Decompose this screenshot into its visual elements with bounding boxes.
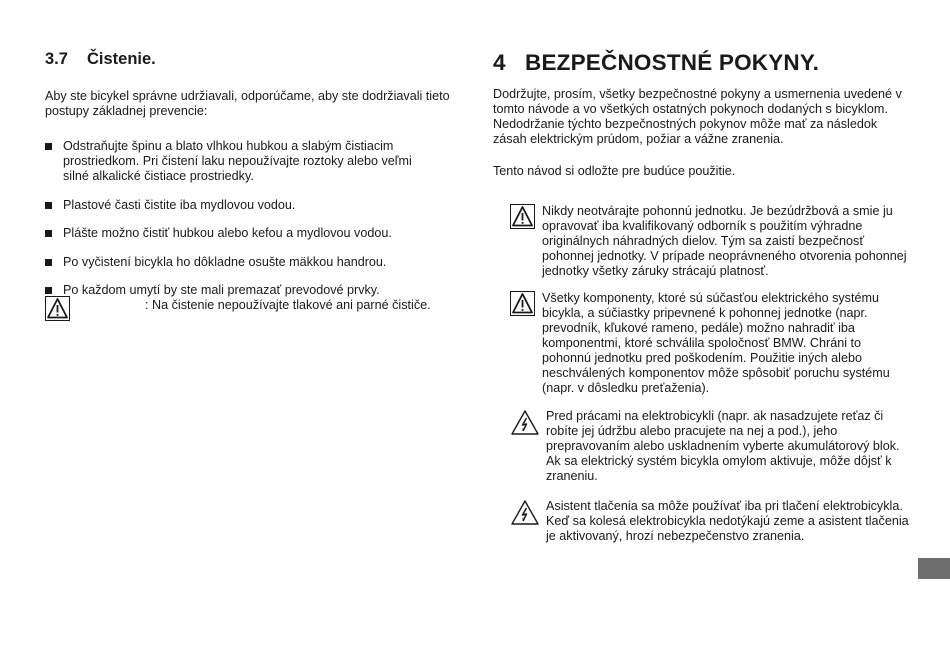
chapter-intro: Dodržujte, prosím, všetky bezpečnostné pokyny a usmernenia uvedené v tomto návode a vo všetkých ostatných pokynoch dodaných s bicyklom. Nedodržanie týchto bezpečnostných pokynov môže mať za následok zásah elektrickým prúdom, požiar a vážne zranenia.	[493, 87, 902, 146]
bullet-text: Plášte možno čistiť hubkou alebo kefou a mydlovou vodou.	[63, 226, 392, 240]
bullet-square-icon	[45, 287, 52, 294]
warning-text: Nikdy neotvárajte pohonnú jednotku. Je bezúdržbová a smie ju opravovať iba kvalifikovaný odborník s použitím výhradne originálnych náhradných dielov. Tým sa zaistí bezpečnosť pohonnej jednotky. V prípade neoprávneného otvorenia pohonnej jednotky všetky záruky strácajú platnosť.	[542, 204, 907, 278]
keep-manual-note: Tento návod si odložte pre budúce použitie.	[493, 164, 736, 178]
warning-text: Asistent tlačenia sa môže používať iba pri tlačení elektrobicykla. Keď sa kolesá elektrobicykla nedotýkajú zeme a asistent tlačenia je aktivovaný, hrozí nebezpečenstvo zranenia.	[546, 499, 909, 543]
safety-section	[493, 50, 913, 543]
cleaning-bullet-list	[45, 139, 440, 298]
electric-hazard-icon	[510, 499, 540, 532]
bullet-square-icon	[45, 259, 52, 266]
bullet-text: Plastové časti čistite iba mydlovou vodou.	[63, 197, 296, 212]
warning-note-text: : Na čistenie nepoužívajte tlakové ani parné čističe.	[145, 298, 431, 312]
section-intro: Aby ste bicykel správne udržiavali, odporúčame, aby ste dodržiavali tieto postupy základnej prevencie:	[45, 89, 450, 118]
warning-text: Pred prácami na elektrobicykli (napr. ak nasadzujete reťaz či robíte jej údržbu alebo pracujete na nej a pod.), jeho prepravovaním alebo uskladnením vyberte akumulátorový blok. Ak sa elektrický systém bicykla omylom aktivuje, môže dôjsť k zraneniu.	[546, 409, 900, 483]
bullet-item	[45, 226, 440, 241]
bullet-text: Odstraňujte špinu a blato vlhkou hubkou a slabým čistiacim prostriedkom. Pri čistení laku nepoužívajte roztoky alebo veľmi silné alkalické čistiace prostriedky.	[63, 139, 412, 183]
bullet-item	[45, 198, 440, 213]
cleaning-warning-note	[45, 296, 475, 324]
bullet-square-icon	[45, 202, 52, 209]
page-edge-tab	[918, 558, 950, 579]
chapter-title: BEZPEČNOSTNÉ POKYNY.	[525, 50, 820, 75]
warning-icon	[510, 291, 535, 321]
warning-icon	[510, 204, 535, 234]
bullet-text: Po každom umytí by ste mali premazať prevodové prvky.	[63, 283, 380, 297]
cleaning-section	[45, 50, 465, 312]
section-number: 3.7	[45, 50, 68, 68]
section-title: Čistenie.	[87, 50, 156, 68]
chapter-number: 4	[493, 50, 506, 75]
bullet-text: Po vyčistení bicykla ho dôkladne osušte mäkkou handrou.	[63, 254, 387, 269]
chapter-heading	[493, 50, 913, 76]
section-heading	[45, 50, 465, 69]
electric-hazard-icon	[510, 409, 540, 442]
bullet-item	[45, 139, 440, 184]
bullet-square-icon	[45, 143, 52, 150]
bullet-item	[45, 255, 440, 270]
warning-icon	[45, 296, 70, 326]
bullet-square-icon	[45, 230, 52, 237]
warning-text: Všetky komponenty, ktoré sú súčasťou elektrického systému bicykla, a súčiastky pripevnené k pohonnej jednotke (napr. prevodník, kľukové rameno, pedále) možno nahradiť iba komponentmi, ktoré schválila spoločnosť BMW. Chráni to pohonnú jednotku pred poškodením. Použitie iných alebo neschválených komponentov môže spôsobiť poruchu systému (napr. v dôsledku preťaženia).	[542, 291, 890, 395]
